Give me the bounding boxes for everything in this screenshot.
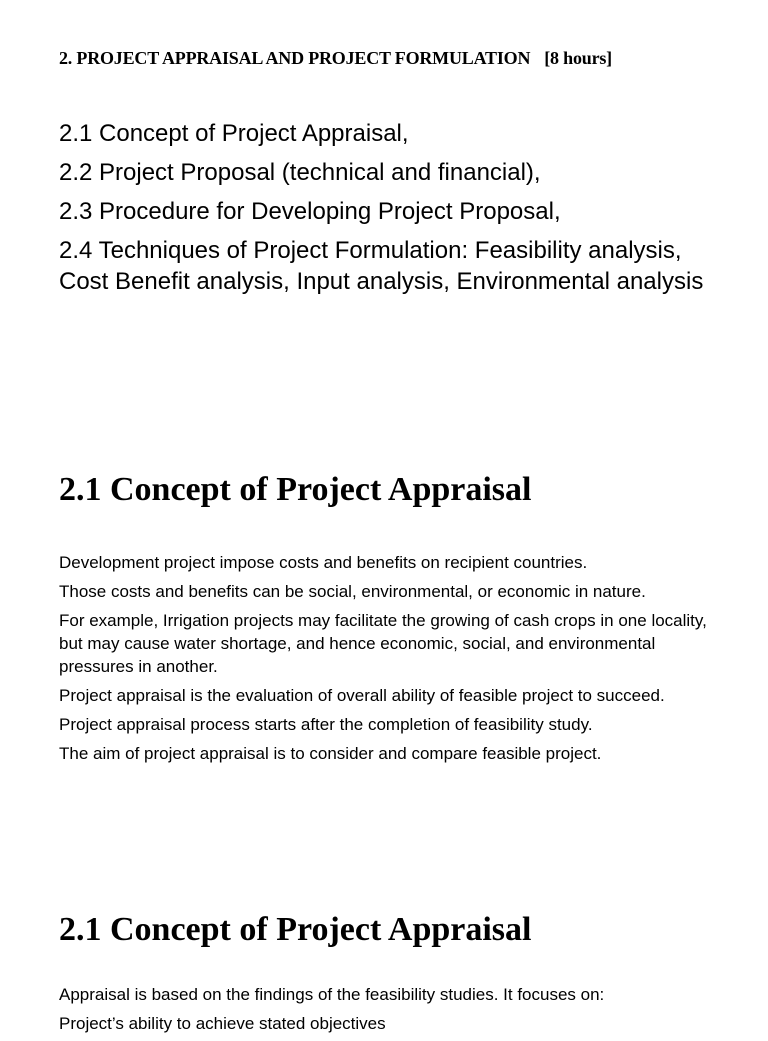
topic-item: 2.2 Project Proposal (technical and financial), bbox=[59, 159, 541, 186]
chapter-title: 2. PROJECT APPRAISAL AND PROJECT FORMULATION bbox=[59, 48, 531, 68]
body-paragraph: Project appraisal is the evaluation of overall ability of feasible project to succeed. bbox=[59, 686, 665, 705]
topic-list bbox=[59, 118, 719, 305]
section-body bbox=[59, 983, 719, 1041]
body-paragraph: Development project impose costs and benefits on recipient countries. bbox=[59, 553, 588, 572]
section-body bbox=[59, 551, 719, 771]
body-paragraph: Appraisal is based on the findings of the feasibility studies. It focuses on: bbox=[59, 985, 605, 1004]
topic-item: 2.1 Concept of Project Appraisal, bbox=[59, 120, 409, 147]
chapter-hours: [8 hours] bbox=[544, 48, 612, 68]
body-paragraph: Project’s ability to achieve stated objectives bbox=[59, 1014, 386, 1033]
body-paragraph: For example, Irrigation projects may facilitate the growing of cash crops in one locality, but may cause water shortage, and hence economic, social, and environmental pressures in another. bbox=[59, 611, 707, 676]
topic-item: 2.4 Techniques of Project Formulation: Feasibility analysis, Cost Benefit analysis, Input analysis, Environmental analysis bbox=[59, 237, 704, 295]
chapter-heading bbox=[59, 48, 612, 69]
body-paragraph: Those costs and benefits can be social, environmental, or economic in nature. bbox=[59, 582, 646, 601]
section-title: 2.1 Concept of Project Appraisal bbox=[59, 471, 532, 508]
section-title: 2.1 Concept of Project Appraisal bbox=[59, 911, 532, 948]
body-paragraph: The aim of project appraisal is to consider and compare feasible project. bbox=[59, 744, 602, 763]
body-paragraph: Project appraisal process starts after the completion of feasibility study. bbox=[59, 715, 593, 734]
topic-item: 2.3 Procedure for Developing Project Proposal, bbox=[59, 198, 561, 225]
